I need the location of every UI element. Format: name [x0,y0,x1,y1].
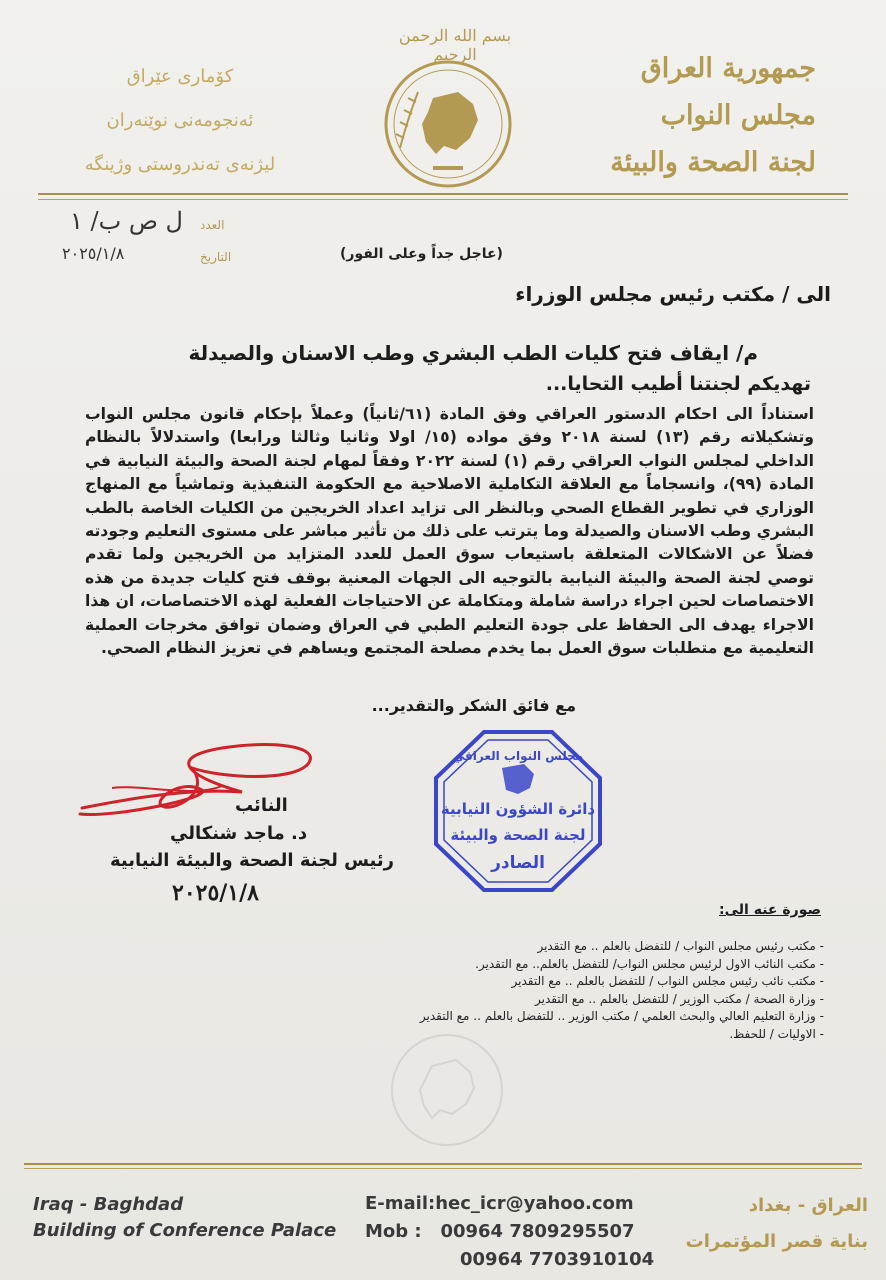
cc-item: - مكتب رئيس مجلس النواب / للتفضل بالعلم .. مع التقدير [537,939,824,953]
cc-item: - مكتب النائب الاول لرئيس مجلس النواب/ للتفضل بالعلم.. مع التقدير. [475,956,824,971]
ref-label: العدد [200,218,225,232]
header-ku-line-1: كۆماری عێراق [126,66,234,87]
header-rule [38,193,848,195]
header-ar-line-2: مجلس النواب [660,100,816,131]
header-rule-thin [38,199,848,200]
cc-item: - وزارة التعليم العالي والبحث العلمي / مكتب الوزير .. للتفضل بالعلم .. مع التقدير [419,1009,824,1024]
cc-item: - مكتب نائب رئيس مجلس النواب / للتفضل بالعلم .. مع التقدير [511,974,824,989]
cc-list [364,938,824,1044]
mob-number-2: 00964 7703910104 [460,1249,655,1270]
stamp-bottom-text: الصادر [491,853,545,873]
signature-scribble [72,728,332,828]
official-stamp [432,728,604,894]
stamp-lower-text: لجنة الصحة والبيئة [450,826,586,844]
footer-address-ar [686,1188,868,1260]
signer-title: النائب [235,795,288,816]
cc-item: - وزارة الصحة / مكتب الوزير / للتفضل بالعلم .. مع التقدير [535,991,824,1006]
recipient: الى / مكتب رئيس مجلس الوزراء [515,282,831,306]
footer-mobile-1 [365,1218,654,1246]
letter-date: ٢٠٢٥/١/٨ [62,244,125,263]
greeting: تهديكم لجنتنا أطيب التحايا... [545,373,811,395]
footer-mobile-2 [365,1246,654,1274]
header-ku-line-2: ئەنجومەنی نوێنەران [106,110,254,131]
footer-address-en [33,1192,336,1244]
parliament-emblem-icon [378,58,518,188]
footer-email: E-mail:hec_icr@yahoo.com [365,1193,634,1214]
header-ku-line-3: لیژنەی تەندروستی وژینگە [84,154,276,175]
stamp-top-text: مجلس النواب العراقي [452,749,584,763]
footer-en-line-2: Building of Conference Palace [33,1220,337,1241]
date-label: التاريخ [200,250,232,264]
ref-number: ل ص ب/ ١ [70,207,183,235]
header-ar-line-1: جمهورية العراق [640,53,816,84]
subject: م/ ايقاف فتح كليات الطب البشري وطب الاسنان والصيدلة [188,341,758,365]
closing: مع فائق الشكر والتقدير... [371,696,576,715]
urgency-note: (عاجل جداً وعلى الفور) [340,246,503,262]
cc-heading: صورة عنه الى: [719,902,821,918]
embossed-seal-icon [382,1030,512,1150]
header-kurdish [55,55,305,187]
basmala: بسم الله الرحمن الرحيم [398,26,512,64]
footer-rule-thin [24,1168,862,1169]
footer-en-line-1: Iraq - Baghdad [33,1194,184,1215]
header-ar-line-3: لجنة الصحة والبيئة [610,147,816,178]
signature-date: ٢٠٢٥/١/٨ [172,880,259,906]
header-arabic [556,45,816,186]
footer-rule [24,1163,862,1165]
signer-name: د. ماجد شنكالي [170,823,308,844]
mob-number-1: 00964 7809295507 [440,1221,635,1242]
footer-contact [365,1190,654,1274]
letter-body: استناداً الى احكام الدستور العراقي وفق المادة (٦١/ثانياً) وعملاً بإحكام قانون مجلس النواب وتشكيلاته رقم (١٣) لسنة ٢٠١٨ وفق مواده (١٥/ اولا وثانيا وثالثا ورابعا) واستدلالاً بالنظام الداخلي لمجلس النواب العراقي رقم (١) لسنة ٢٠٢٢ وفقاً لمهام لجنة الصحة والبيئة النيابية في المادة (٩٩)، وانسجاماً مع العلاقة التكاملية الاصلاحية مع الحكومة التنفيذية وتماشياً مع المنهاج الوزاري في تطوير القطاع الصحي وبالنظر الى تزايد اعداد الخريجين من الكليات الخاصة بالطب البشري وطب الاسنان والصيدلة وما يترتب على ذلك من تأثير مباشر على مستوى التعليم وجودته فضلاً عن الاشكالات المتعلقة باستيعاب سوق العمل للعدد المتزايد من الخريجين ولما تقدم توصي لجنة الصحة والبيئة النيابية بالتوجيه الى الجهات المعنية بوقف فتح كليات جديدة من هذه الاختصاصات لحين اجراء دراسة شاملة ومتكاملة عن الاحتياجات الفعلية لهذه الاختصاصات، ان هذا الاجراء يهدف الى الحفاظ على جودة التعليم الطبي في العراق وضمان توافق مخرجات العملية التعليمية مع متطلبات سوق العمل بما يخدم مصلحة المجتمع ويساهم في تعزيز النظام الصحي. [85,405,814,658]
footer-ar-line-1: العراق - بغداد [748,1195,868,1216]
mob-label: Mob : [365,1221,422,1242]
stamp-middle-text: دائرة الشؤون النيابية [440,800,596,818]
cc-item: - الاوليات / للحفظ. [729,1026,824,1041]
footer-ar-line-2: بناية قصر المؤتمرات [685,1231,868,1252]
signer-position: رئيس لجنة الصحة والبيئة النيابية [110,850,395,871]
